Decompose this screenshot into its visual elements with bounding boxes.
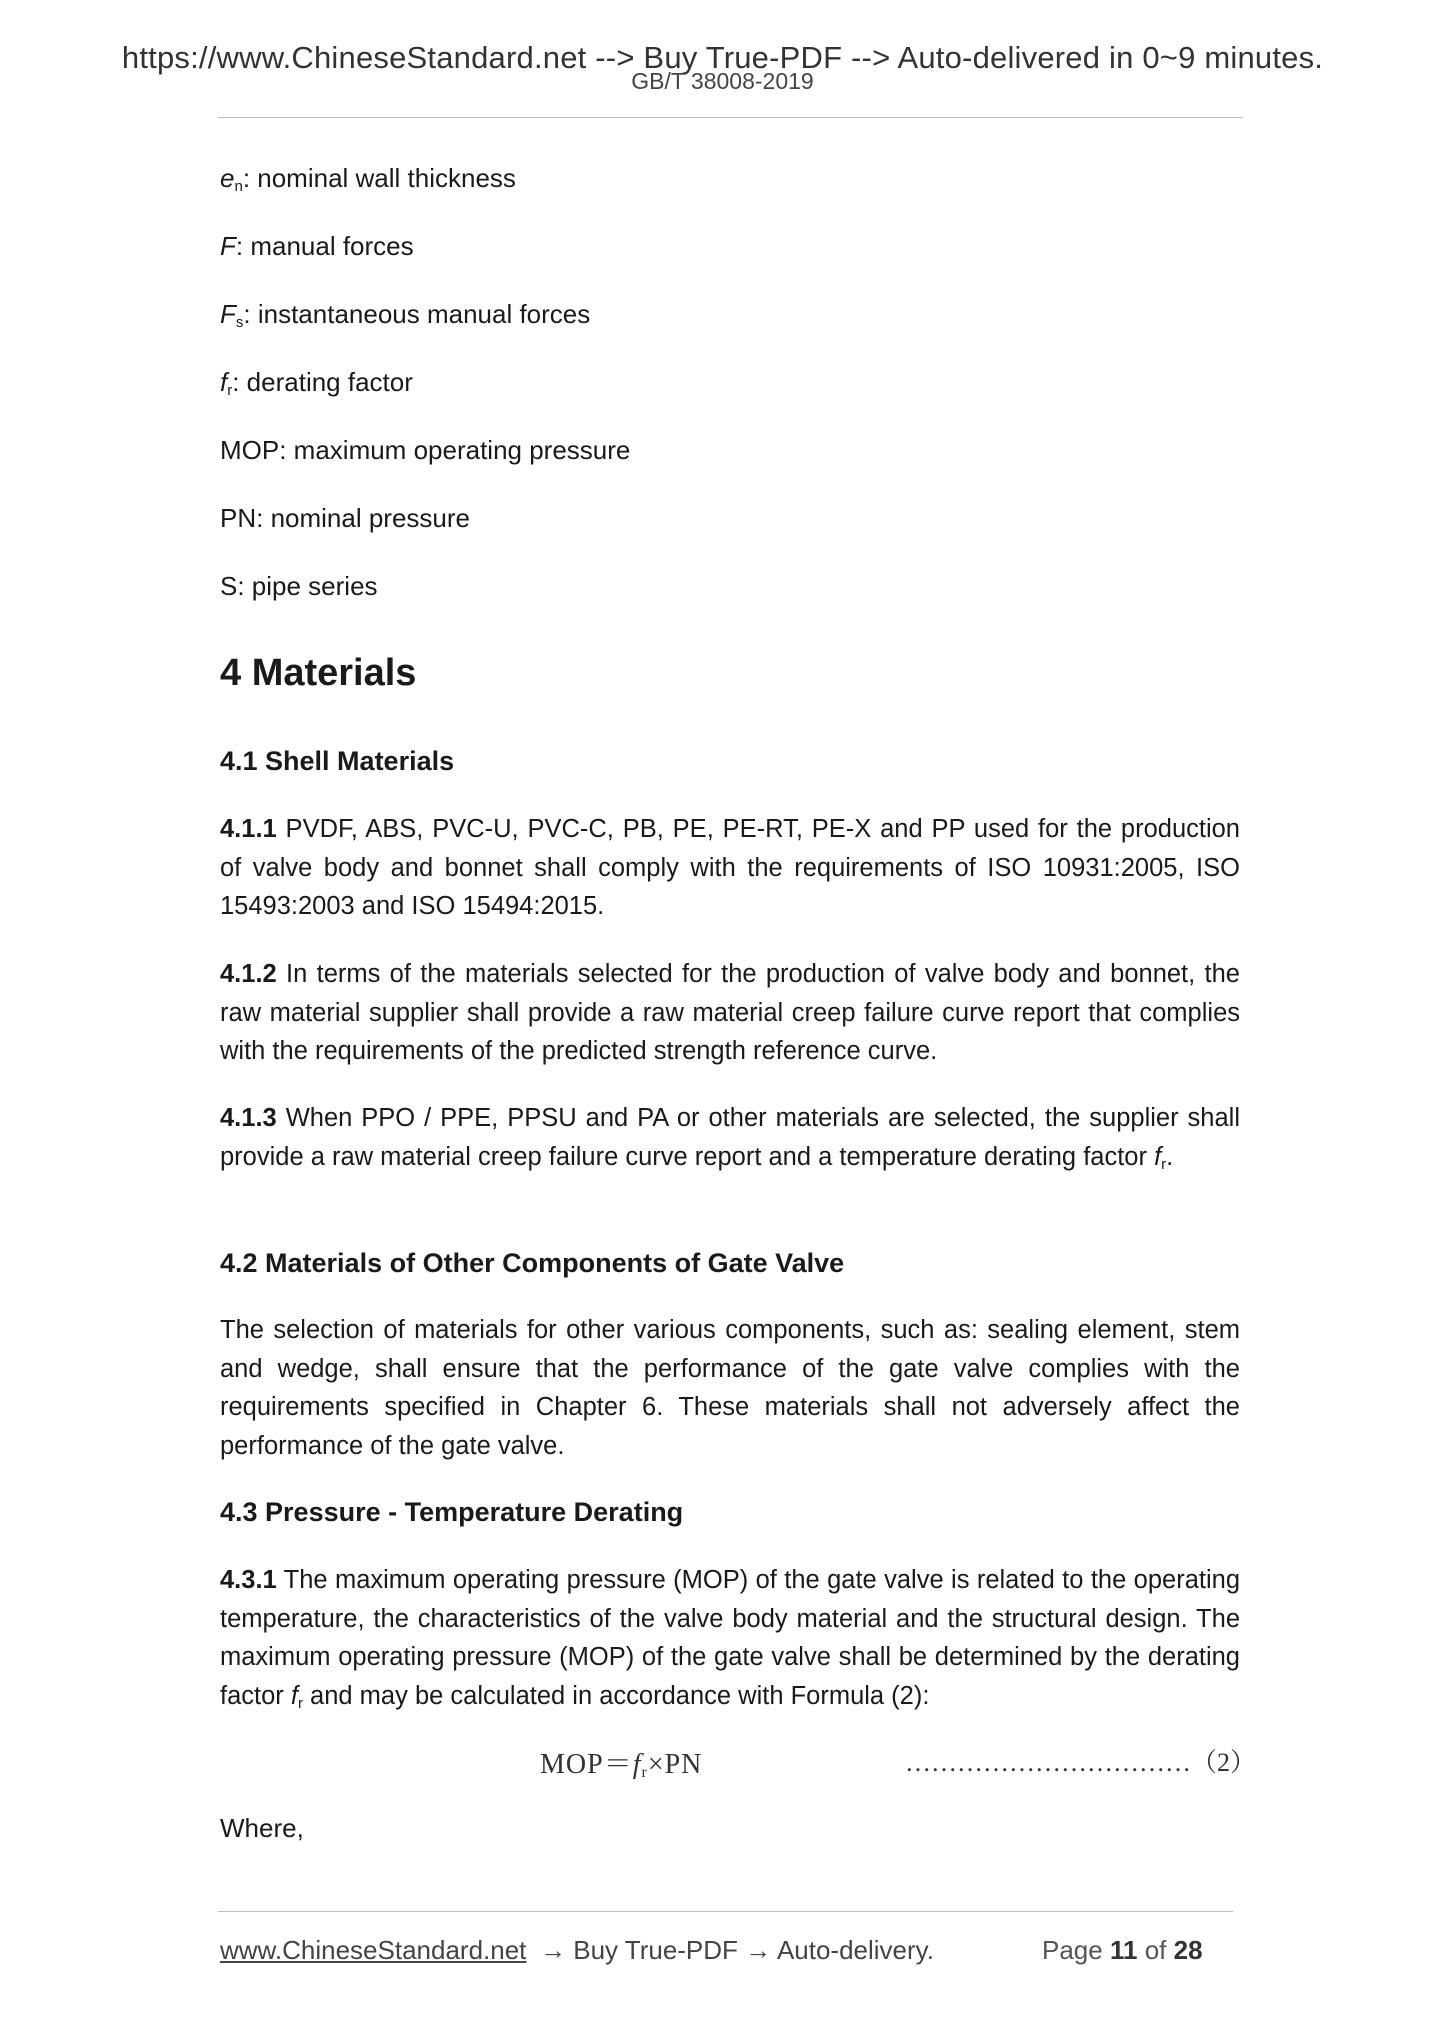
header-banner: https://www.ChineseStandard.net --> Buy True-PDF --> Auto-delivered in 0~9 minutes. [121, 40, 1324, 75]
clause-4-2-text: The selection of materials for other various components, such as: sealing element, stem and wedge, shall ensure that the performance of the gate valve complies with the requirements specified in Chapter 6. These materials shall not adversely affect the performance of the gate valve. [220, 1316, 1240, 1460]
clause-4-1-3: 4.1.3 When PPO / PPE, PPSU and PA or other materials are selected, the supplier shall provide a raw material creep failure curve report and a temperature derating factor $f_r$. [220, 1104, 1240, 1173]
footer-delivery-text: → Buy True-PDF → Auto-delivery. [540, 1935, 934, 1965]
subsection-heading: 4.2 Materials of Other Components of Gate Valve [220, 1248, 845, 1278]
where-label: Where, [220, 1813, 304, 1843]
clause-4-1-2: 4.1.2 In terms of the materials selected for the production of valve body and bonnet, the raw material supplier shall provide a raw material creep failure curve report that complies with the requirements of the predicted strength reference curve. [220, 960, 1240, 1065]
header-divider [218, 117, 1243, 118]
clause-4-3-1: 4.3.1 The maximum operating pressure (MOP) of the gate valve is related to the operating temperature, the characteristics of the valve body material and the structural design. The maximum operating pressure (MOP) of the gate valve shall be determined by the derating factor $f_r$ and may be calculated in accordance with Formula (2): [220, 1566, 1240, 1712]
formula-number: ……………………………（2） [905, 1748, 1257, 1777]
symbol-item: $F_s$: instantaneous manual forces [220, 299, 591, 331]
footer-website-link[interactable]: www.ChineseStandard.net [220, 1935, 527, 1965]
section-heading: 4 Materials [220, 652, 417, 694]
document-code: GB/T 38008-2019 [631, 68, 814, 94]
footer-divider [218, 1911, 1233, 1912]
symbol-item: MOP: maximum operating pressure [220, 435, 631, 465]
subsection-heading: 4.3 Pressure - Temperature Derating [220, 1497, 684, 1527]
page-number: Page 11 of 28 [1042, 1935, 1203, 1965]
symbol-item: PN: nominal pressure [220, 503, 470, 533]
symbol-item: F: manual forces [220, 231, 414, 261]
symbol-item: $e_n$: nominal wall thickness [220, 163, 516, 195]
symbol-item: S: pipe series [220, 571, 378, 601]
symbol-item: $f_r$: derating factor [220, 367, 413, 399]
formula-2: $MOP=f_r\times PN$ [540, 1749, 703, 1781]
clause-4-1-1: 4.1.1 PVDF, ABS, PVC-U, PVC-C, PB, PE, PE-RT, PE-X and PP used for the production of valve body and bonnet shall comply with the requirements of ISO 10931:2005, ISO 15493:2003 and ISO 15494:2015. [220, 815, 1240, 920]
subsection-heading: 4.1 Shell Materials [220, 746, 455, 776]
